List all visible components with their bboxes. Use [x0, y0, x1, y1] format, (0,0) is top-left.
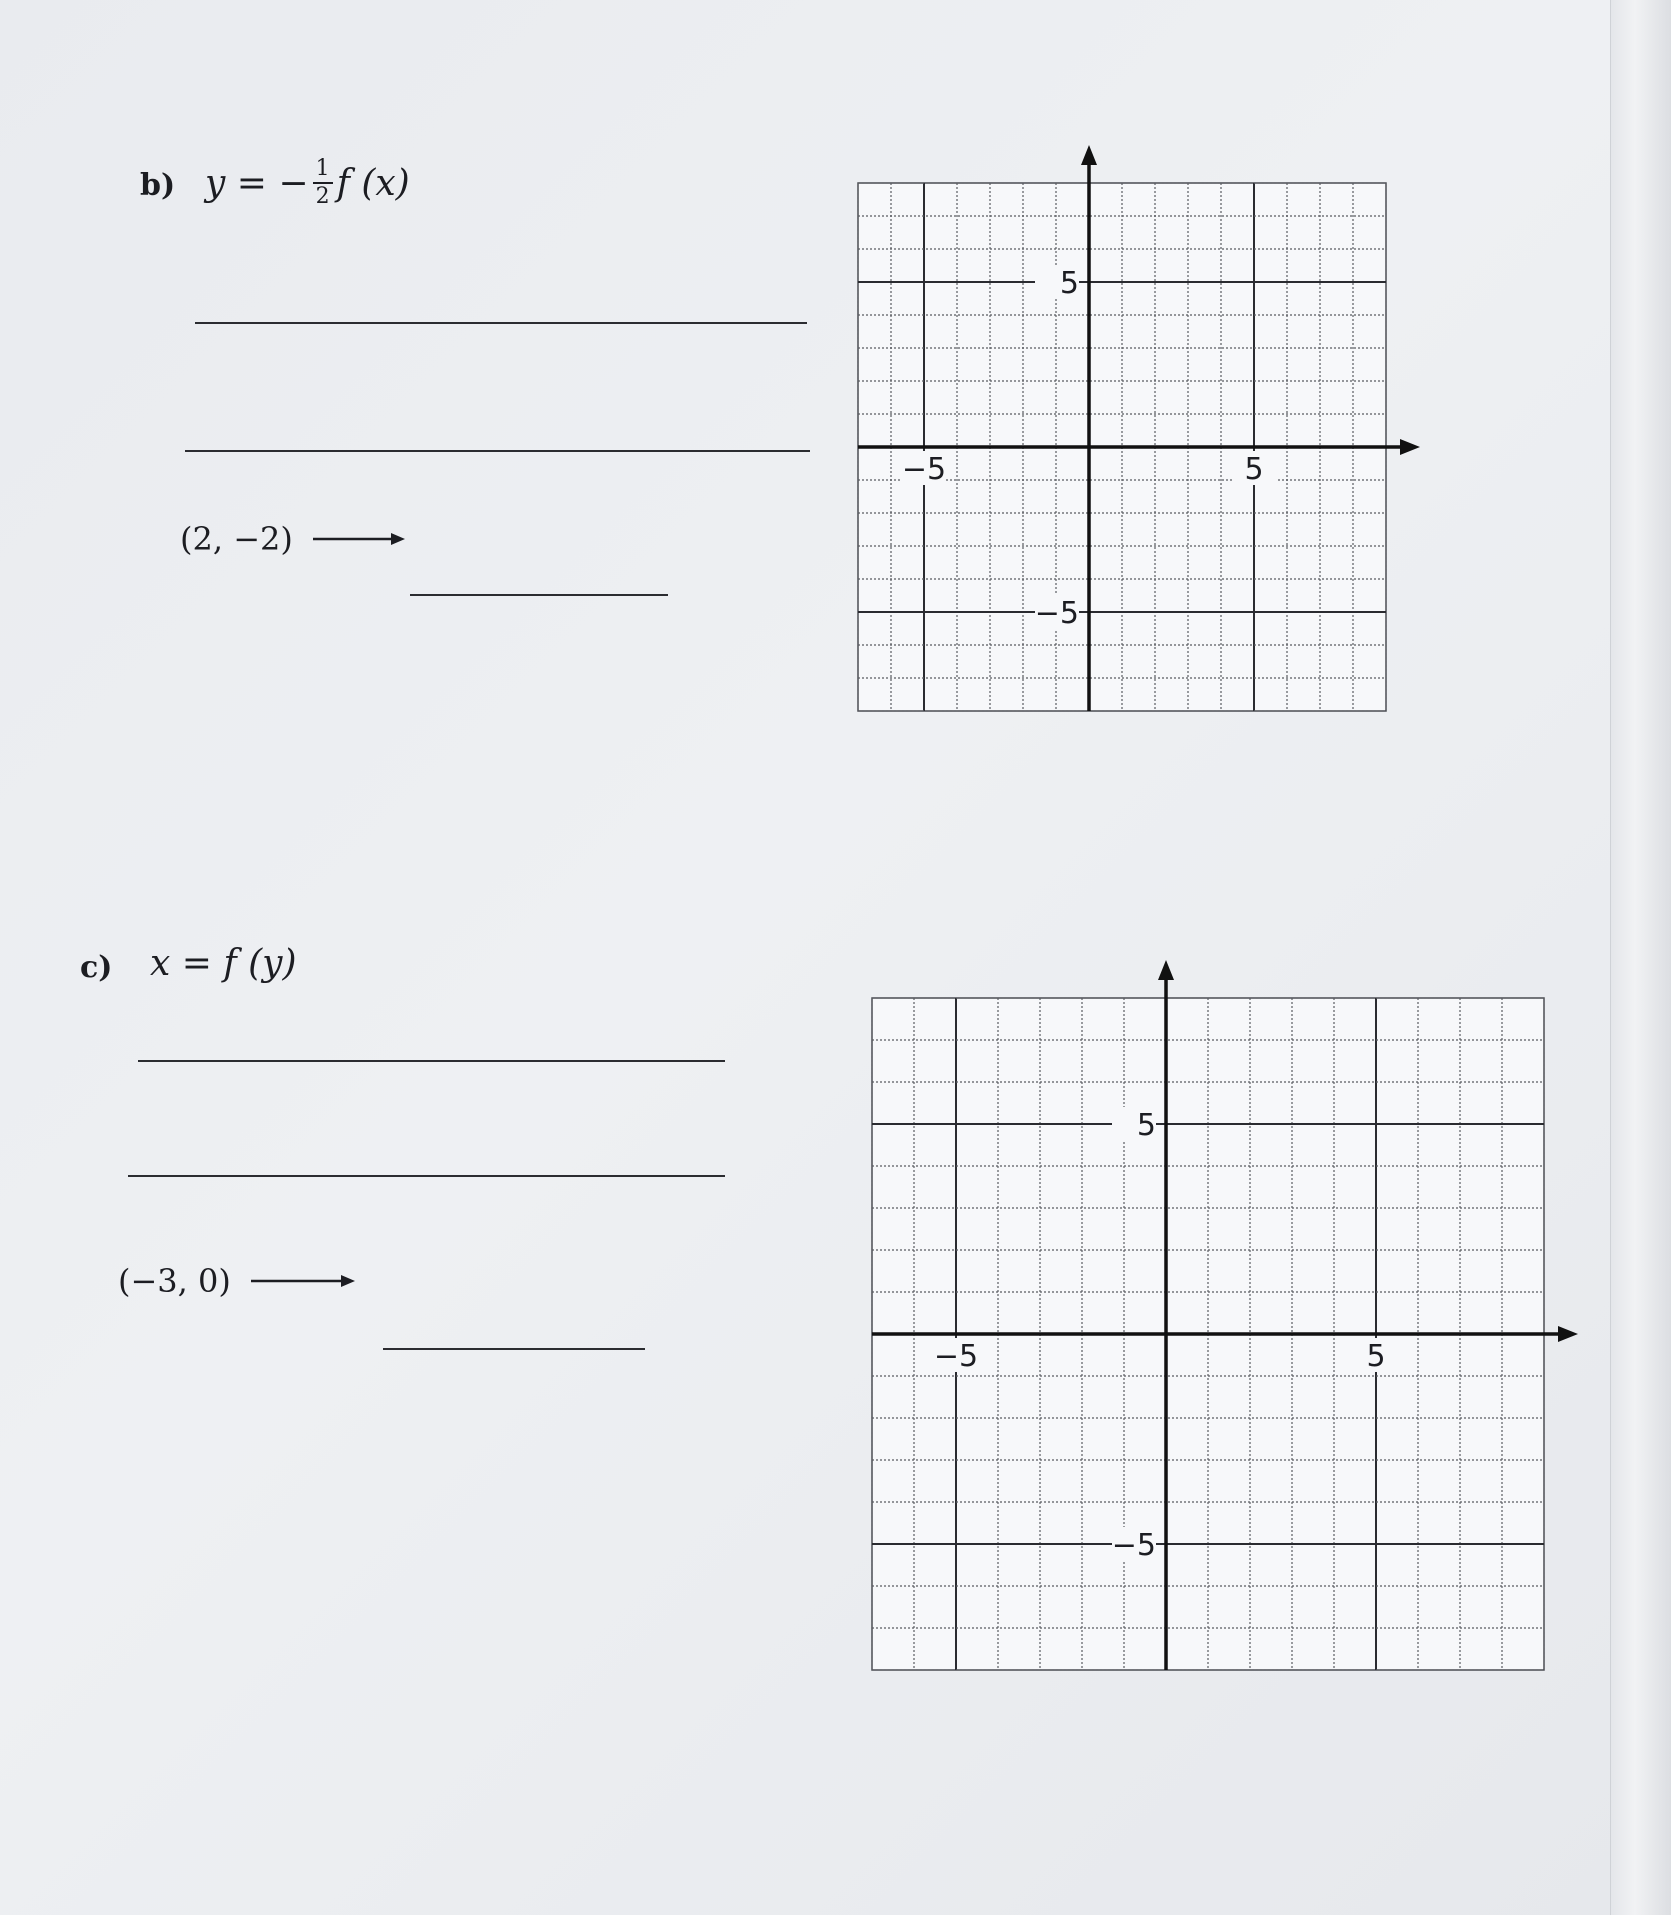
y-tick-label-positive-5: 5 — [1059, 266, 1079, 301]
x-tick-label-positive-5: 5 — [1366, 1339, 1386, 1374]
problem-b-label: b) — [140, 168, 176, 203]
arrow-right-icon — [311, 529, 407, 549]
problem-b-point: (2, −2) — [180, 520, 293, 558]
problem-b-coordinate-grid[interactable] — [850, 145, 1575, 785]
problem-c-answer-line-1[interactable] — [138, 1060, 725, 1062]
y-axis-arrow-icon — [1158, 960, 1174, 980]
problem-c-point-row — [118, 1262, 357, 1300]
problem-c-point: (−3, 0) — [118, 1262, 231, 1300]
x-axis-arrow-icon — [1558, 1326, 1578, 1342]
problem-c-image-point-line[interactable] — [383, 1348, 645, 1350]
y-tick-label-positive-5: 5 — [1136, 1108, 1156, 1143]
problem-b-answer-line-1[interactable] — [195, 322, 807, 324]
problem-b-equation — [205, 158, 410, 208]
problem-c-equation — [150, 943, 297, 984]
y-tick-label-negative-5: −5 — [1111, 1528, 1156, 1563]
problem-c-coordinate-grid[interactable] — [860, 960, 1660, 1740]
problem-b-image-point-line[interactable] — [410, 594, 668, 596]
x-tick-label-positive-5: 5 — [1244, 452, 1264, 487]
problem-b-fraction — [313, 158, 333, 208]
problem-b-fraction-numerator: 1 — [313, 158, 333, 184]
x-tick-label-negative-5: −5 — [901, 452, 947, 487]
y-tick-label-negative-5: −5 — [1034, 596, 1079, 631]
problem-b-equation-rhs: f (x) — [336, 162, 410, 204]
arrow-right-icon — [249, 1271, 357, 1291]
problem-c-answer-line-2[interactable] — [128, 1175, 725, 1177]
y-axis-arrow-icon — [1081, 145, 1097, 165]
x-tick-label-negative-5: −5 — [933, 1339, 979, 1374]
problem-c-equation-text: x = f (y) — [150, 943, 297, 984]
problem-c-label: c) — [80, 950, 113, 985]
x-axis-arrow-icon — [1400, 439, 1420, 455]
problem-b-fraction-denominator: 2 — [315, 184, 330, 209]
problem-b-point-row — [180, 520, 407, 558]
problem-b-equation-lhs: y = − — [205, 162, 309, 204]
problem-b-answer-line-2[interactable] — [185, 450, 810, 452]
